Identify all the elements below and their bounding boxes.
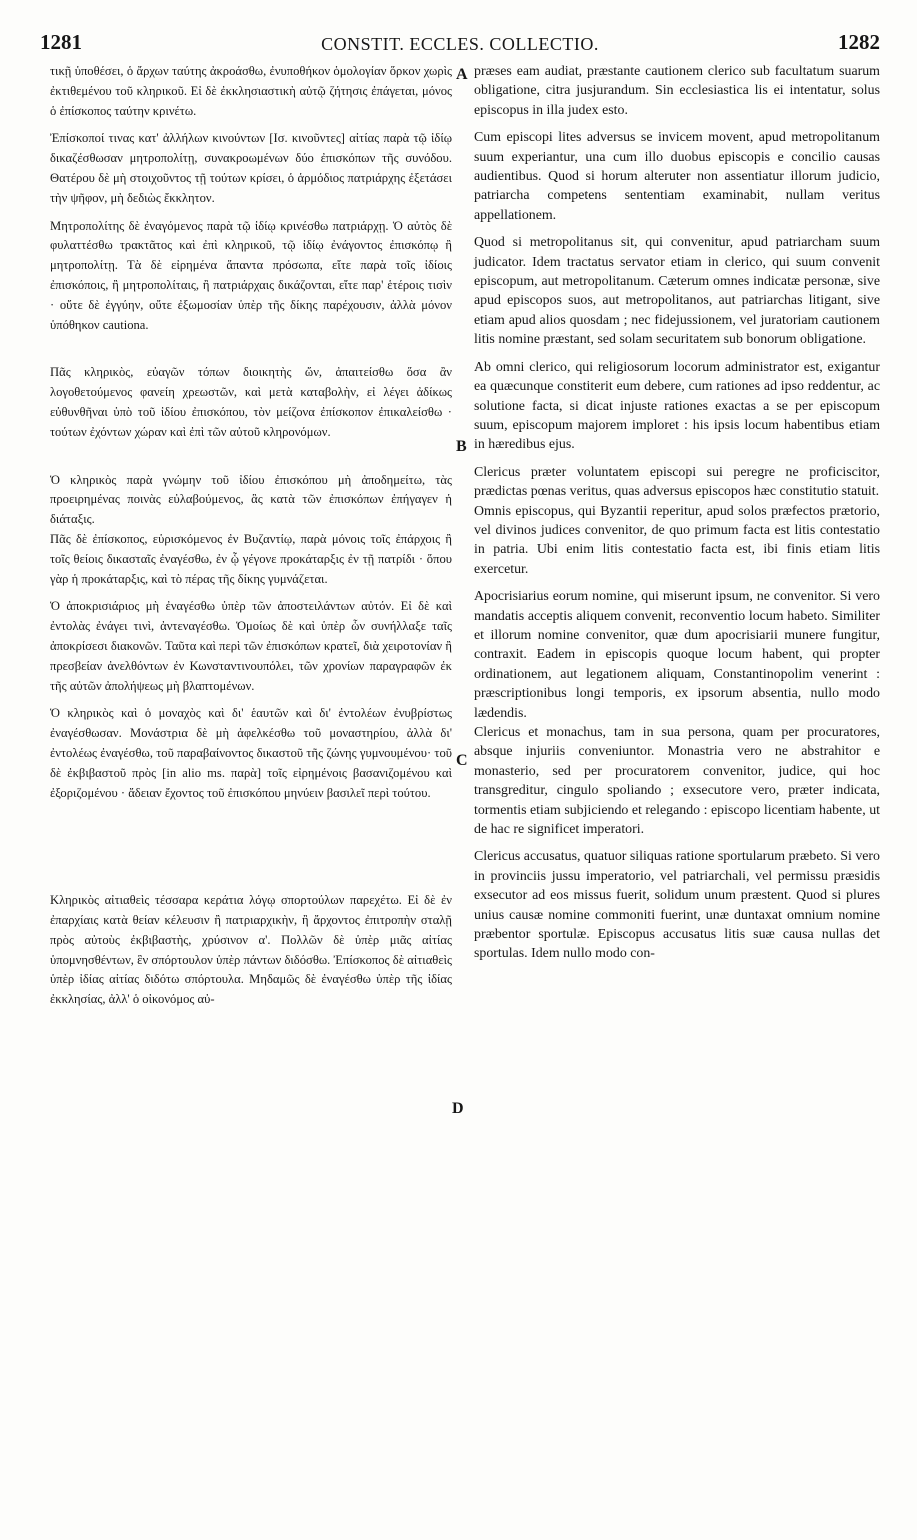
greek-paragraph: Ὁ κληρικὸς παρὰ γνώμην τοῦ ἰδίου ἐπισκόπου μὴ ἀποδημείτω, τὰς προειρημένας ποινὰς εὐλαβούμενος, ἃς κατὰ τῶν ἐπισκόπων ἐπήγαγεν ἡ διάταξις. [50, 472, 452, 527]
greek-paragraph: Κληρικὸς αἰτιαθεὶς τέσσαρα κεράτια λόγῳ σπορτούλων παρεχέτω. Εἰ δὲ ἐν ἐπαρχίαις κατὰ θείαν κέλευσιν ἢ πατριαρχικὴν, ἢ ἄρχοντος ἐπιτροπὴν σταλῇ πρὸς αὐτοὺς ἐκβιβαστὴς, χρύσινον α'. Πολλῶν δὲ ὑπὲρ μιᾶς αἰτίας ὑπομνησθέντων, ἓν σπόρτουλον ὑπὲρ πάντων διδόσθω. Ἐπίσκοπος δὲ αἰτιαθεὶς ὑπὲρ ἰδίας αἰτίας διδότω σπόρτουλα. Μηδαμῶς δὲ ἐναγέσθω ὑπὲρ τῆς ἰδίας ἐκκλησίας, ἀλλ' ὁ οἰκονόμος αὐ- [50, 893, 452, 1007]
margin-letter-a: A [456, 66, 468, 83]
latin-paragraph: Quod si metropolitanus sit, qui convenitur, apud patriarcham suum judicator. Idem tractatus servator etiam in clerico, qui suum convenit episcopum, aut metropolitanum. Cæterum omnes indicatæ personæ, sive apud episcopos suos, aut metropolitanos, aut patriarchas litigant, sive etiam apud alios quosdam ; nec fidejussionem, vel juratoriam cautionem litis nomine præstant, sed solam securitatem sub bonorum obligatione. [474, 235, 880, 348]
greek-paragraph: Μητροπολίτης δὲ ἐναγόμενος παρὰ τῷ ἰδίῳ κρινέσθω πατριάρχῃ. Ὁ αὐτὸς δὲ φυλαττέσθω τρακτᾶτος καὶ ἐπὶ κληρικοῦ, τῷ ἰδίῳ ἐνάγοντος ἐπισκόπῳ ἢ μητροπολίτῃ. Τὰ δὲ εἰρημένα ἅπαντα πρόσωπα, εἴτε παρὰ τοῖς ἰδίοις ἐπισκόποις, ἢ μητροπολίταις, ἢ πατριάρχαις δικάζονται, εἴτε παρ' ἑτέροις τισὶν · οὔτε δὲ ἐγγύην, οὔτε ἐξωμοσίαν ὑπὲρ τῆς δίκης παρέχουσιν, ἀλλὰ μόνον ὑπόθηκον cautiona. [50, 218, 452, 332]
running-header [40, 30, 880, 60]
latin-paragraph: Clericus præter voluntatem episcopi sui peregre ne proficiscitor, prædictas pœnas veritus, quas adversus episcopos hæc constitutio statuit. [474, 464, 880, 500]
running-title: CONSTIT. ECCLES. COLLECTIO. [321, 34, 599, 54]
greek-paragraph: Ὁ κληρικὸς καὶ ὁ μοναχὸς καὶ δι' ἑαυτῶν καὶ δι' ἐντολέων ἐνυβρίστως ἐναγέσθωσαν. Μονάστρια δὲ μὴ ἀφελκέσθω τοῦ μοναστηρίου, ἀλλὰ δι' ἐντολέως ἐναγέσθω, τοῦ παραβαίνοντος δικαστοῦ τῆς ζώνης γυμνουμένου· τοῦ δὲ ἐκβιβαστοῦ πρὸς [in alio ms. παρὰ] τοῖς εἰρημένοις βασανιζομένου καὶ ἐξοριζομένου · ἄδειαν ἔχοντος τοῦ ἐπισκόπου μηνύειν βασιλεῖ περὶ τούτου. [50, 706, 452, 800]
margin-letter-d: D [452, 1100, 464, 1117]
greek-paragraph: Πᾶς δὲ ἐπίσκοπος, εὑρισκόμενος ἐν Βυζαντίῳ, παρὰ μόνοις τοῖς ἐπάρχοις ἢ τοῖς θείοις δικασταῖς ἐναγέσθω, ἐν ᾧ γέγονε προκάταρξις ἐν τῇ πατρίδι · ὅπου γὰρ ἡ προκάταρξις, καὶ τὸ πέρας τῆς δίκης γυμνάζεται. [50, 531, 452, 586]
greek-paragraph: Πᾶς κληρικὸς, εὐαγῶν τόπων διοικητὴς ὤν, ἀπαιτείσθω ὅσα ἂν λογοθετούμενος φανείη χρεωστῶν, καὶ μετὰ καταβολὴν, εἰ λέγει ἀδίκως εὐθυνθῆναι ὑπὸ τοῦ ἰδίου ἐπισκόπου, τὸν μείζονα ἐπίσκοπον ἐπικαλείσθω · τούτων ἐχόντων χώραν καὶ ἐπὶ τῶν αὐτοῦ κληρονόμων. [50, 365, 452, 439]
latin-paragraph: Cum episcopi lites adversus se invicem movent, apud metropolitanum suum experiantur, una cum illo duobus episcopis e concilio causas audientibus. Quod si horum alteruter non assentiatur illorum judicio, patriarcha competens sententiam examinabit, nullam veritus appellationem. [474, 130, 880, 223]
latin-paragraph: Omnis episcopus, qui Byzantii reperitur, apud solos præfectos prætorio, vel divinos judices convenitor, de quo primum facta est litis contestatio in patria. Ubi enim litis contestatio facta est, ibi finis etiam litis exercetur. [474, 503, 880, 577]
latin-paragraph: Clericus et monachus, tam in sua persona, quam per procuratores, absque injuriis conveniuntor. Monastria vero ne abstrahitor e monasterio, sed per procuratorem convenitor, judice, qui hoc transgreditur, cingulo spoliando ; exsecutore vero, præter indicata, tormentis etiam subjiciendo et relegando : episcopo licentiam habente, ut de hac re significet imperatori. [474, 725, 880, 838]
latin-paragraph: Apocrisiarius eorum nomine, qui miserunt ipsum, ne convenitor. Si vero mandatis acceptis aliquem convenit, reconventio locum habeto. Similiter et illorum nomine convenitor, quæ dum apocrisiarii munere fungitur, contraxit. Eadem in episcopis quoque locum habent, qui propter ordinationem, aut legationem aliquam, Constantinopolim venerint : præscriptionibus longi temporis, ex ipsorum absentia, nullo modo lædendis. [474, 589, 880, 721]
greek-paragraph: τικῇ ὑποθέσει, ὁ ἄρχων ταύτης ἀκροάσθω, ἐνυποθήκον ὁμολογίαν ὅρκον χωρὶς ἐκτιθεμένου τοῦ κληρικοῦ. Εἰ δὲ ἐκκλησιαστικὴ αὐτῷ ζήτησις ἐπάγεται, μόνος ὁ ἐπίσκοπος ταύτην κρινέτω. [50, 64, 452, 118]
latin-paragraph: Clericus accusatus, quatuor siliquas ratione sportularum præbeto. Si vero in provinciis jussu imperatorio, vel patriarchali, vel permissu præsidis exsecutor ad eos missus fuerit, solidum unum præstent. Quod si plures unius causæ nomine commoniti fuerint, unæ duntaxat omnium nomine præbentor sportulæ. Episcopus accusatus litis suæ causa nullas det sportulas. Idem nullo modo con- [474, 849, 880, 962]
latin-paragraph: præses eam audiat, præstante cautionem clerico sub facultatum suarum obligatione, citra jusjurandum. Sin ecclesiastica lis ei intentatur, solus episcopus in illa judex esto. [474, 64, 880, 118]
greek-paragraph: Ὁ ἀποκρισιάριος μὴ ἐναγέσθω ὑπὲρ τῶν ἀποστειλάντων αὐτόν. Εἰ δὲ καὶ ἐντολὰς ἐνάγει τινὶ, ἀντεναγέσθω. Ὁμοίως δὲ καὶ ὑπὲρ ὧν συνήλλαξε ταῖς ἀποκρίσεσι διακονῶν. Ταῦτα καὶ περὶ τῶν ἐπισκόπων κρατεῖ, διὰ χειροτονίαν ἢ πρεσβείαν ἀνελθόντων ἐν Κωνσταντινουπόλει, τῶν χρονίων παραγραφῶν ἐκ τῆς αὐτῶν ἀπολήψεως μὴ βλαπτομένων. [50, 599, 452, 693]
margin-letter-c: C [456, 752, 468, 769]
greek-paragraph: Ἐπίσκοποί τινας κατ' ἀλλήλων κινούντων [Ισ. κινοῦντες] αἰτίας παρὰ τῷ ἰδίῳ δικαζέσθωσαν μητροπολίτῃ, συνακροωμένων δύο ἐπισκόπων τῆς συνόδου. Θατέρου δὲ μὴ στοιχοῦντος τῇ τούτων κρίσει, ὁ ἁρμόδιος πατριάρχης ἐξετάσει τὴν ψῆφον, μὴ δεδιὼς ἔκκλητον. [50, 131, 452, 205]
latin-column [474, 62, 880, 964]
page-number-left: 1281 [40, 30, 82, 54]
margin-letter-b: B [456, 438, 467, 455]
latin-paragraph: Ab omni clerico, qui religiosorum locorum administrator est, exigantur ea quæcunque constiterit eum debere, cum rationes ad ipso reddentur, ac solutione facta, si dicat injuste rationes exactas a se per episcopum suum, episcopum majorem imploret : his ipsis locum habentibus etiam in hæredibus ejus. [474, 359, 880, 453]
page-number-right: 1282 [838, 30, 880, 54]
greek-column [50, 62, 452, 1010]
